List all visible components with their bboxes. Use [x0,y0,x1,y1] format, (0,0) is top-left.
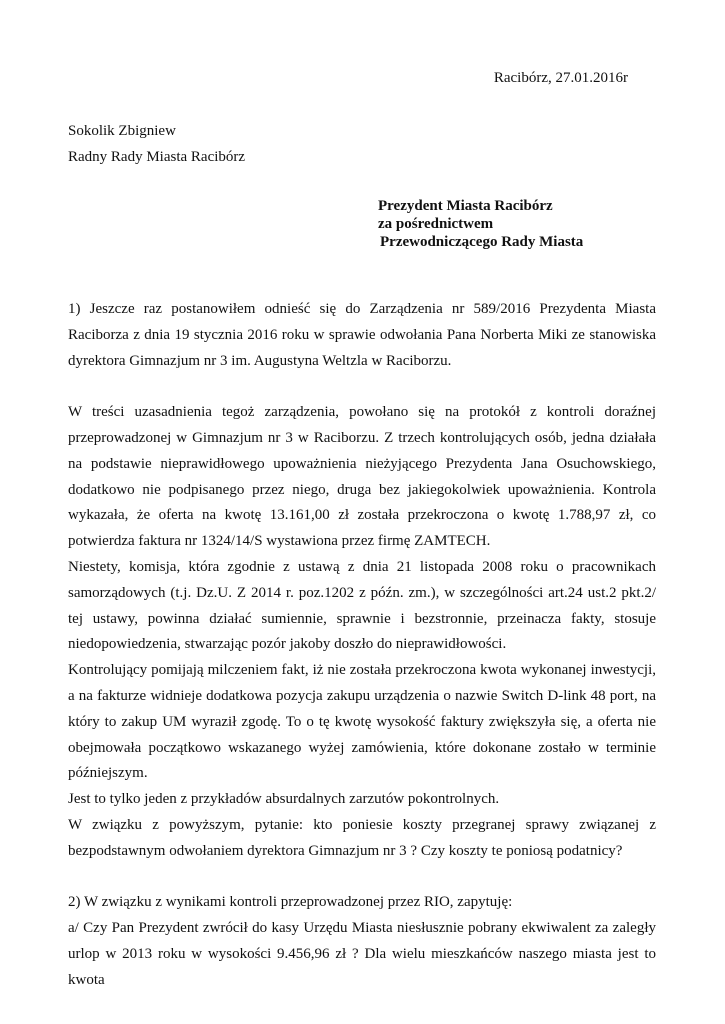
paragraph-7: 2) W związku z wynikami kontroli przeprowadzonej przez RIO, zapytuję: [68,894,513,911]
paragraph-3: Niestety, komisja, która zgodnie z ustawą z dnia 21 listopada 2008 roku o pracownikach samorządowych (t.j. Dz.U. Z 2014 r. poz.1202 z późn. zm.), w szczególności art.24 ust.2 pkt.2/ tej ustawy, powinna działać sumiennie, sprawnie i bezstronnie, przeinacza fakty, stosuje niedopowiedzenia, stwarzając pozór jakoby doszło do nieprawidłowości. [68,558,656,653]
sender-title: Radny Rady Miasta Racibórz [68,149,246,165]
paragraph-2: W treści uzasadnienia tegoż zarządzenia, powołano się na protokół z kontroli doraźnej przeprowadzonej w Gimnazjum nr 3 w Raciborzu. Z trzech kontrolujących osób, jedna działała na podstawie nieprawidłowego upoważnienia nieżyjącego Prezydenta Jana Osuchowskiego, dodatkowo nie podpisanego przez niego, druga bez jakiegokolwiek upoważnienia. Kontrola wykazała, że oferta na kwotę 13.161,00 zł została przekroczona o kwotę 1.788,97 zł, co potwierdza faktura nr 1324/14/S wystawiona przez firmę ZAMTECH. [68,404,656,550]
recipient-block [378,197,583,251]
paragraph-1: 1) Jeszcze raz postanowiłem odnieść się do Zarządzenia nr 589/2016 Prezydenta Miasta Raciborza z dnia 19 stycznia 2016 roku w sprawie odwołania Pana Norberta Miki ze stanowiska dyrektora Gimnazjum nr 3 im. Augustyna Weltzla w Raciborzu. [68,301,656,369]
recipient-line-3: Przewodniczącego Rady Miasta [380,234,584,250]
paragraph-8: a/ Czy Pan Prezydent zwrócił do kasy Urzędu Miasta niesłusznie pobrany ekwiwalent za zaległy urlop w 2013 roku w wysokości 9.456,96 zł ? Dla wielu mieszkańców naszego miasta jest to kwota [68,920,656,988]
recipient-line-1: Prezydent Miasta Racibórz [378,198,553,214]
paragraph-6: W związku z powyższym, pytanie: kto poniesie koszty przegranej sprawy związanej z bezpodstawnym odwołaniem dyrektora Gimnazjum nr 3 ? Czy koszty te poniosą podatnicy? [68,816,656,859]
paragraph-4: Kontrolujący pomijają milczeniem fakt, iż nie została przekroczona kwota wykonanej inwestycji, a na fakturze widnieje dodatkowa pozycja zakupu urządzenia o nazwie Switch D-link 48 port, na który to zakup UM wyraził zgodę. To o tę kwotę wysokość faktury zwiększyła się, a oferta nie obejmowała początkowo wskazanego wyżej zamówienia, które dokonane zostało w terminie późniejszym. [68,662,656,782]
paragraph-5: Jest to tylko jeden z przykładów absurdalnych zarzutów pokontrolnych. [68,791,500,808]
letter-body [68,297,656,994]
place-date: Racibórz, 27.01.2016r [493,70,628,86]
sender-block [68,118,245,170]
recipient-line-2: za pośrednictwem [378,216,494,232]
sender-name: Sokolik Zbigniew [68,123,176,139]
